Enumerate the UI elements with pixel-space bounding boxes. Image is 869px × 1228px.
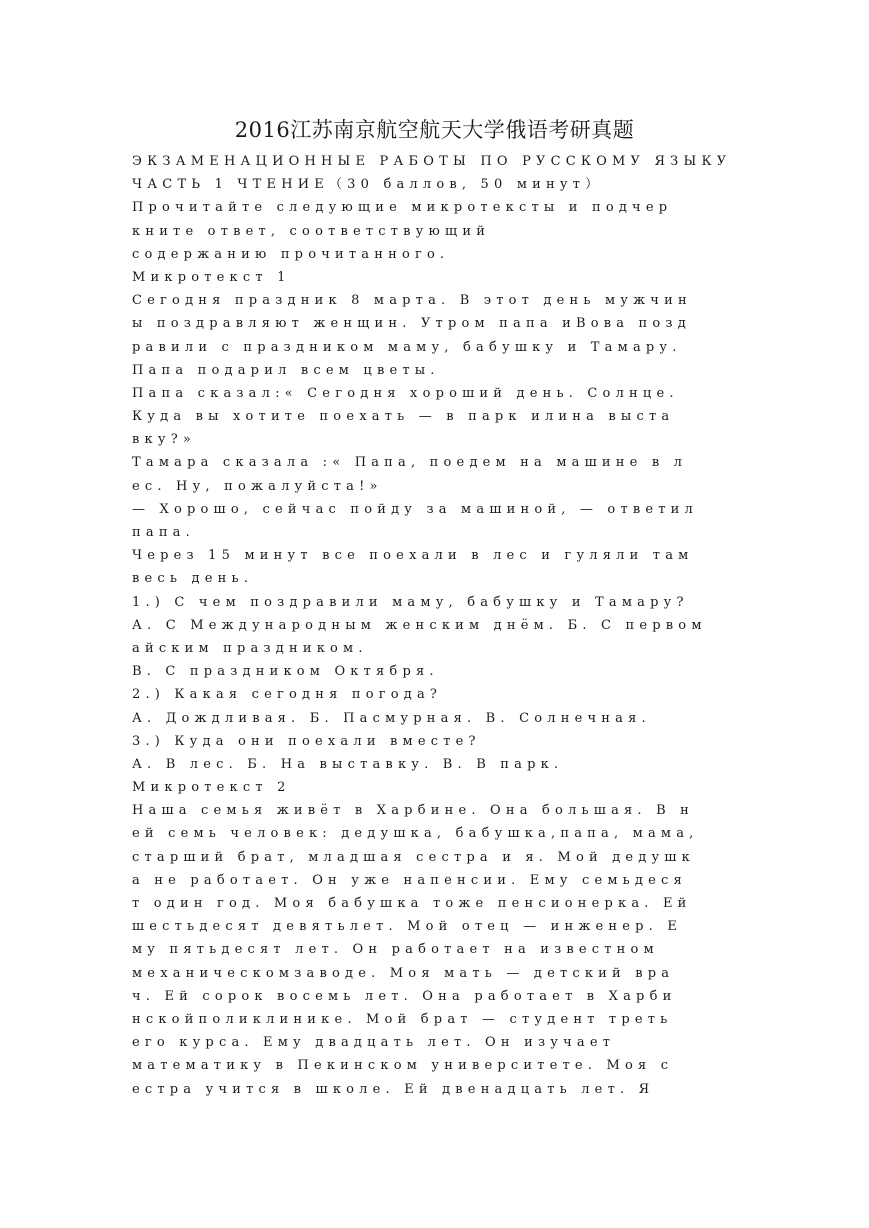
text-line: естра учится в школе. Ей двенадцать лет. Я xyxy=(132,1081,655,1097)
text-line: айским праздником. xyxy=(132,640,368,656)
text-line: 3.) Куда они поехали вместе? xyxy=(132,733,481,749)
text-line: 1.) С чем поздравили маму, бабушку и Тамару? xyxy=(132,594,689,610)
document-title: 2016江苏南京航空航天大学俄语考研真题 xyxy=(234,118,635,142)
text-line: Наша семья живёт в Харбине. Она большая. В н xyxy=(132,803,695,819)
text-line: ей семь человек: дедушка, бабушка,папа, мама, xyxy=(132,826,699,842)
text-line: старший брат, младшая сестра и я. Мой дедушк xyxy=(132,849,695,865)
text-line: Прочитайте следующие микротексты и подчер xyxy=(132,200,673,216)
text-line: а не работает. Он уже напенсии. Ему семьдеся xyxy=(132,872,687,888)
text-line: содержанию прочитанного. xyxy=(132,246,450,262)
text-line: А. В лес. Б. На выставку. В. В парк. xyxy=(132,756,564,772)
text-line: вку?» xyxy=(132,432,197,448)
text-line: В. С праздником Октября. xyxy=(132,664,439,680)
text-line: равили с праздником маму, бабушку и Тамару. xyxy=(132,339,682,355)
document-body xyxy=(132,150,762,1101)
text-line: ч. Ей сорок восемь лет. Она работает в Харби xyxy=(132,988,677,1004)
text-line: ы поздравляют женщин. Утром папа иВова позд xyxy=(132,316,691,332)
text-line: т один год. Моя бабушка тоже пенсионерка. Ей xyxy=(132,896,692,911)
text-line: — Хорошо, сейчас пойду за машиной, — ответил xyxy=(132,501,698,517)
text-line: папа. xyxy=(132,525,195,540)
text-line: весь день. xyxy=(132,571,254,587)
text-line: Сегодня праздник 8 марта. В этот день мужчин xyxy=(132,293,692,309)
text-line: Через 15 минут все поехали в лес и гуляли там xyxy=(132,548,694,564)
text-line: Папа сказал:« Сегодня хороший день. Солнце. xyxy=(132,385,679,401)
text-line: Микротекст 1 xyxy=(132,269,291,285)
text-line: ЧАСТЬ 1 ЧТЕНИЕ（30 баллов, 50 минут） xyxy=(132,177,604,193)
text-line: Микротекст 2 xyxy=(132,780,291,796)
text-line: ес. Ну, пожалуйста!» xyxy=(132,478,383,494)
text-line: Куда вы хотите поехать — в парк илина выста xyxy=(132,409,675,425)
text-line: шестьдесят девятьлет. Мой отец — инженер. Е xyxy=(132,919,683,935)
text-line: его курса. Ему двадцать лет. Он изучает xyxy=(132,1035,616,1051)
text-line: ЭКЗАМЕНАЦИОННЫЕ РАБОТЫ ПО РУССКОМУ ЯЗЫКУ xyxy=(132,154,732,169)
text-line: механическомзаводе. Моя мать — детский вра xyxy=(132,965,675,981)
text-line: Папа подарил всем цветы. xyxy=(132,362,440,378)
text-line: А. С Международным женским днём. Б. С первом xyxy=(132,617,707,633)
text-line: кните ответ, соответствующий xyxy=(132,223,491,239)
text-line: нскойполиклинике. Мой брат — студент треть xyxy=(132,1011,673,1027)
text-line: математику в Пекинском университете. Моя с xyxy=(132,1058,674,1074)
text-line: му пятьдесят лет. Он работает на известном xyxy=(132,942,659,958)
text-line: 2.) Какая сегодня погода? xyxy=(132,687,443,703)
text-line: А. Дождливая. Б. Пасмурная. В. Солнечная. xyxy=(132,710,651,726)
text-line: Тамара сказала :« Папа, поедем на машине в л xyxy=(132,455,688,471)
